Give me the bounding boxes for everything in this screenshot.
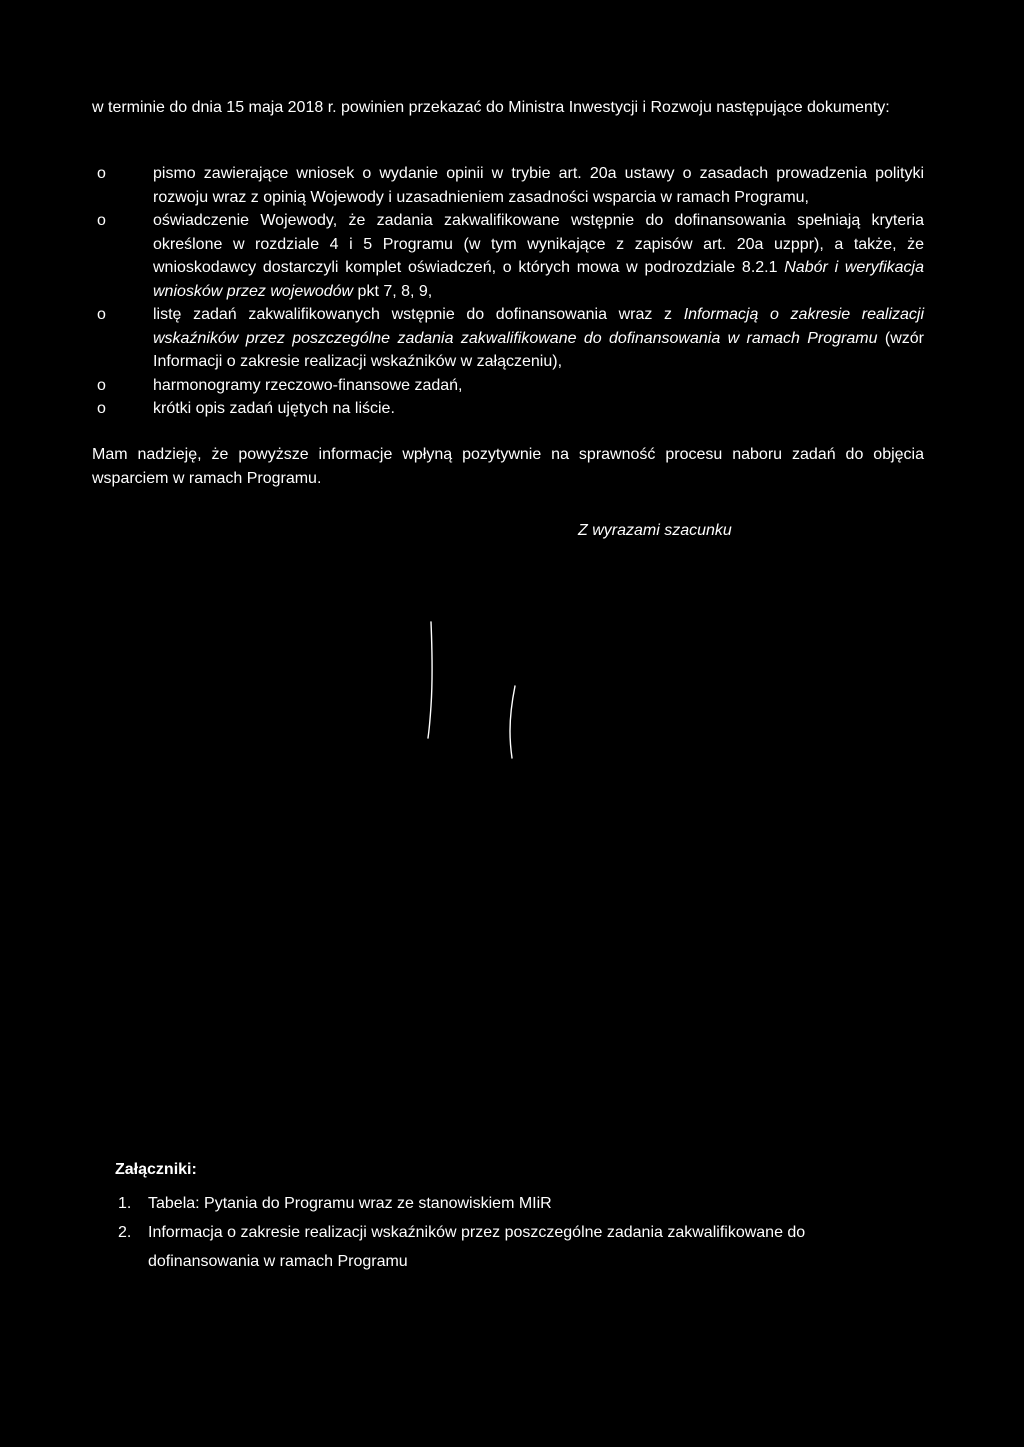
regards-text: Z wyrazami szacunku: [578, 522, 732, 539]
list-bullet: o: [97, 165, 106, 182]
required-documents-list: [92, 162, 924, 421]
list-item: [92, 209, 924, 303]
attachment-item: [118, 1189, 858, 1218]
list-item-italic-text: Nabór i weryfikacja wniosków przez wojewodów: [153, 259, 924, 300]
list-bullet: o: [97, 376, 106, 394]
list-item-text-after: pkt 7, 8, 9,: [353, 282, 433, 300]
list-bullet: o: [97, 212, 106, 229]
list-bullet: o: [97, 400, 106, 417]
attachment-text: Informacja o zakresie realizacji wskaźników przez poszczególne zadania zakwalifikowane do dofinansowania w ramach Programu: [148, 1224, 806, 1270]
list-item-italic-text: Informacją o zakresie realizacji wskaźników przez poszczególne zadania zakwalifikowane do dofinansowania w ramach Programu: [153, 306, 925, 347]
list-item-text: pismo zawierające wniosek o wydanie opinii w trybie art. 20a ustawy o zasadach prowadzenia polityki rozwoju wraz z opinią Wojewody i uzasadnieniem zasadności wsparcia w ramach Programu,: [153, 165, 924, 206]
list-item: [92, 397, 924, 421]
attachments-heading: Załączniki:: [115, 1161, 197, 1178]
attachment-number: 1.: [118, 1195, 132, 1212]
list-item-text: listę zadań zakwalifikowanych wstępnie do dofinansowania wraz z: [153, 306, 684, 323]
list-item-text: harmonogramy rzeczowo-finansowe zadań,: [153, 376, 463, 394]
closing-paragraph: Mam nadzieję, że powyższe informacje wpłyną pozytywnie na sprawność procesu naboru zadań do objęcia wsparciem w ramach Programu.: [92, 446, 924, 487]
list-bullet: o: [97, 306, 106, 323]
list-item: [92, 374, 924, 398]
attachment-number: 2.: [118, 1224, 132, 1241]
list-item: [92, 303, 924, 374]
attachment-item: [118, 1218, 858, 1276]
list-item-text-after: (wzór Informacji o zakresie realizacji wskaźników w załączeniu),: [153, 329, 924, 370]
list-item-text: oświadczenie Wojewody, że zadania zakwalifikowane wstępnie do dofinansowania spełniają kryteria określone w rozdziale 4 i 5 Programu (w tym wynikające z zapisów art. 20a uzppr), a także, że wnioskodawcy dostarczyli komplet oświadczeń, o których mowa w podrozdziale 8.2.1: [153, 212, 924, 276]
attachments-list: [118, 1189, 858, 1276]
list-item: [92, 162, 924, 209]
intro-paragraph: w terminie do dnia 15 maja 2018 r. powinien przekazać do Ministra Inwestycji i Rozwoju następujące dokumenty:: [92, 99, 890, 116]
attachment-text: Tabela: Pytania do Programu wraz ze stanowiskiem MIiR: [148, 1195, 552, 1212]
list-item-text: krótki opis zadań ujętych na liście.: [153, 400, 395, 417]
handwritten-signature: [420, 616, 530, 766]
